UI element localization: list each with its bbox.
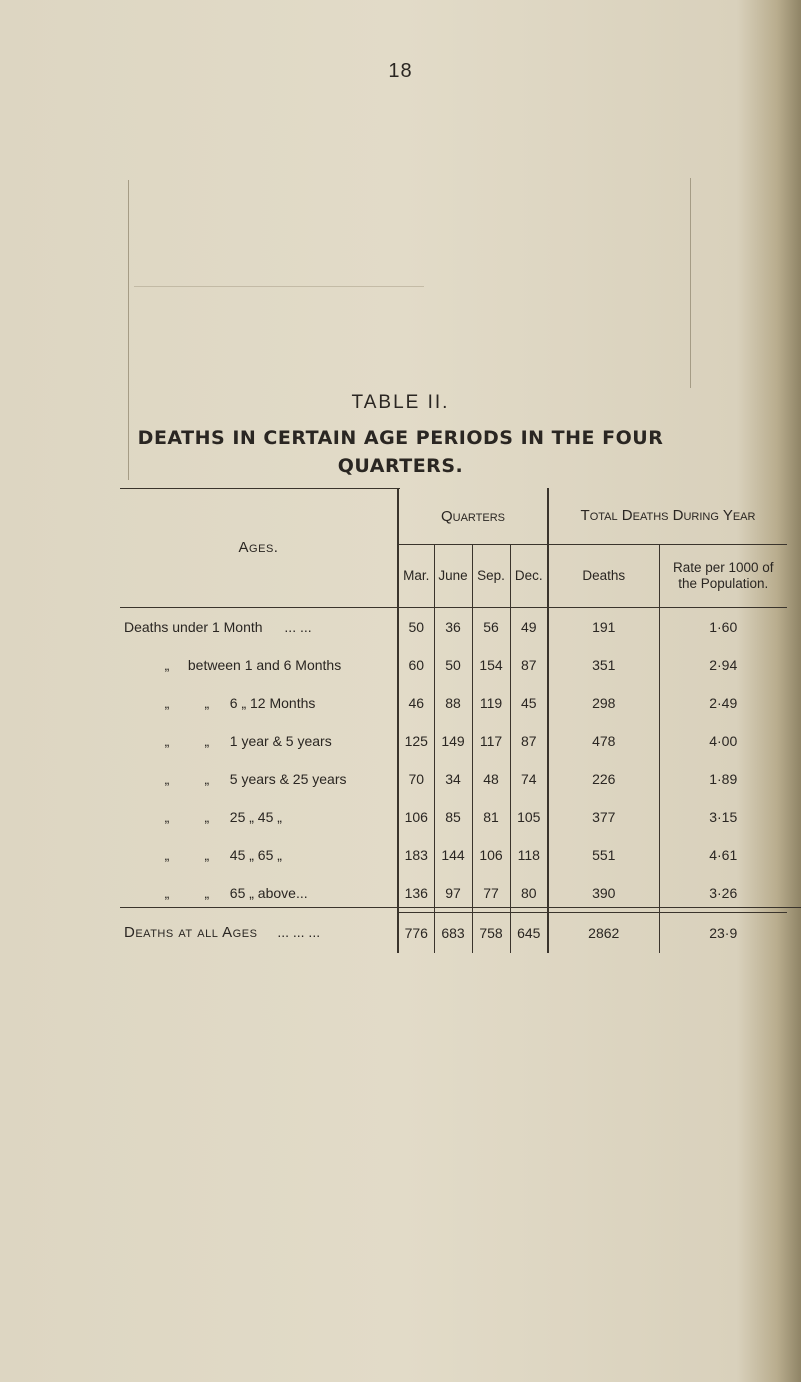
table-row (120, 646, 787, 684)
sep-cell: 81 (472, 798, 510, 836)
mar-cell: 106 (398, 798, 434, 836)
dec-cell: 80 (510, 874, 548, 913)
table-title (0, 424, 801, 480)
age-cell (120, 646, 398, 684)
deaths-cell: 551 (548, 836, 659, 874)
total-deaths-cell: 2862 (548, 913, 659, 954)
rate-cell: 3·26 (659, 874, 787, 913)
deaths-cell: 226 (548, 760, 659, 798)
age-label: 1 year & 5 years (229, 733, 332, 749)
dec-cell: 49 (510, 608, 548, 647)
mar-cell: 183 (398, 836, 434, 874)
sep-header: Sep. (472, 545, 510, 608)
deaths-cell: 478 (548, 722, 659, 760)
total-june-cell: 683 (434, 913, 472, 954)
june-cell: 36 (434, 608, 472, 647)
table-label: TABLE II. (351, 392, 450, 413)
age-cell (120, 836, 398, 874)
total-sep-cell: 758 (472, 913, 510, 954)
dot-leader: ... ... (284, 619, 312, 635)
table-top-rule (120, 488, 400, 489)
june-cell: 50 (434, 646, 472, 684)
total-deaths-header: Total Deaths During Year (548, 488, 787, 545)
rate-header: Rate per 1000 of the Population. (659, 545, 787, 608)
dec-cell: 45 (510, 684, 548, 722)
june-cell: 144 (434, 836, 472, 874)
age-label: between 1 and 6 Months (187, 657, 342, 673)
sep-cell: 119 (472, 684, 510, 722)
table-row (120, 836, 787, 874)
june-cell: 97 (434, 874, 472, 913)
total-row (120, 913, 787, 954)
rate-cell: 2·49 (659, 684, 787, 722)
june-cell: 88 (434, 684, 472, 722)
total-label: Deaths at all Ages (124, 924, 258, 942)
mar-cell: 125 (398, 722, 434, 760)
dot-leader: ... ... ... (277, 924, 321, 941)
table-row (120, 608, 787, 647)
mar-cell: 60 (398, 646, 434, 684)
ditto-mark: „ (164, 695, 170, 711)
table-row (120, 684, 787, 722)
sep-cell: 77 (472, 874, 510, 913)
deaths-cell: 351 (548, 646, 659, 684)
deaths-cell: 298 (548, 684, 659, 722)
june-cell: 34 (434, 760, 472, 798)
rate-cell: 1·60 (659, 608, 787, 647)
age-cell (120, 798, 398, 836)
ditto-mark: „ (204, 809, 210, 825)
total-dec-cell: 645 (510, 913, 548, 954)
deaths-cell: 390 (548, 874, 659, 913)
ditto-mark: „ (164, 809, 170, 825)
mar-cell: 70 (398, 760, 434, 798)
mar-cell: 50 (398, 608, 434, 647)
total-label-cell (120, 913, 398, 954)
dec-cell: 87 (510, 646, 548, 684)
mar-cell: 46 (398, 684, 434, 722)
table-bottom-rule (120, 907, 801, 908)
total-rate-cell: 23·9 (659, 913, 787, 954)
ditto-mark: „ (164, 847, 170, 863)
table-row (120, 798, 787, 836)
rate-cell: 1·89 (659, 760, 787, 798)
sep-cell: 106 (472, 836, 510, 874)
ditto-mark: „ (164, 657, 170, 673)
ditto-mark: „ (204, 847, 210, 863)
dec-cell: 87 (510, 722, 548, 760)
quarters-header: Quarters (398, 488, 548, 545)
mar-header: Mar. (398, 545, 434, 608)
total-mar-cell: 776 (398, 913, 434, 954)
table-row (120, 722, 787, 760)
rate-cell: 2·94 (659, 646, 787, 684)
age-label: 25 „ 45 „ (229, 809, 282, 825)
margin-line (690, 178, 691, 388)
sep-cell: 48 (472, 760, 510, 798)
ditto-mark: „ (164, 771, 170, 787)
page-number: 18 (388, 60, 413, 82)
age-cell (120, 608, 398, 647)
june-cell: 85 (434, 798, 472, 836)
ditto-mark: „ (164, 733, 170, 749)
dec-cell: 118 (510, 836, 548, 874)
age-label: 6 „ 12 Months (229, 695, 316, 711)
age-label: 45 „ 65 „ (229, 847, 282, 863)
deaths-header: Deaths (548, 545, 659, 608)
age-label: 65 „ above... (229, 885, 308, 902)
title-line-1: DEATHS IN CERTAIN AGE PERIODS IN THE FOUR (137, 427, 664, 449)
age-cell (120, 722, 398, 760)
dec-header: Dec. (510, 545, 548, 608)
ditto-mark: „ (204, 695, 210, 711)
deaths-cell: 191 (548, 608, 659, 647)
deaths-table (120, 488, 787, 953)
ages-header (120, 488, 398, 608)
age-cell (120, 684, 398, 722)
sep-cell: 56 (472, 608, 510, 647)
header-row-top (120, 488, 787, 545)
rate-cell: 3·15 (659, 798, 787, 836)
age-label: 5 years & 25 years (229, 771, 347, 787)
rate-cell: 4·61 (659, 836, 787, 874)
ditto-mark: „ (204, 733, 210, 749)
dec-cell: 105 (510, 798, 548, 836)
ditto-mark: „ (164, 885, 170, 902)
sep-cell: 117 (472, 722, 510, 760)
ditto-mark: „ (204, 771, 210, 787)
rate-cell: 4·00 (659, 722, 787, 760)
age-cell (120, 760, 398, 798)
ages-header-label: Ages. (238, 539, 279, 556)
sep-cell: 154 (472, 646, 510, 684)
deaths-cell: 377 (548, 798, 659, 836)
ditto-mark: „ (204, 885, 210, 902)
june-header: June (434, 545, 472, 608)
title-line-2: QUARTERS. (337, 455, 464, 477)
age-label: Deaths under 1 Month (124, 619, 263, 635)
dec-cell: 74 (510, 760, 548, 798)
mar-cell: 136 (398, 874, 434, 913)
june-cell: 149 (434, 722, 472, 760)
table-row (120, 760, 787, 798)
margin-line (134, 286, 424, 287)
